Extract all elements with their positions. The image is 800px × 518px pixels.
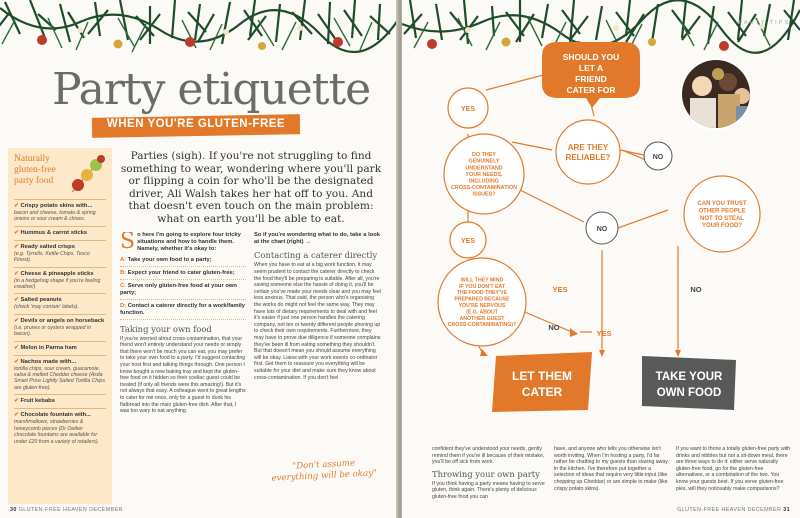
right-column-3 (676, 446, 792, 510)
pull-quote: "Don't assume everything will be okay" (271, 458, 378, 484)
sidebar-food-item (14, 341, 106, 355)
food-item-name: ✔ Crispy potato skins with... (14, 203, 106, 210)
folio-text-left: GLUTEN-FREE HEAVEN DECEMBER (18, 507, 123, 513)
question-line: (E.G. ABOUT (466, 309, 498, 316)
no-label-b: NO (690, 285, 702, 294)
food-item-name: ✔ Ready salted crisps (14, 244, 106, 251)
question-line: PREPARED BECAUSE (454, 296, 510, 303)
start-line-2: LET A (578, 63, 604, 73)
question-line: UNDERSTAND (465, 165, 503, 172)
page-number-right: 31 (783, 507, 790, 513)
rcol3-body: If you want to throw a totally gluten-free party with drinks and nibbles but not a sit-down meal, there are three ways to do it: either serve naturally gluten-free food, go for the gluten-free alternatives, or a combination of the two. You know your guests best. If you serve gluten-free pies, will they noticeably make comparisons? (676, 446, 791, 492)
left-folio (10, 507, 123, 513)
col2-body: When you have to eat at a big work function, it may seem prudent to contact the caterer directly to check the food they'll be preparing is suitable. After all, you're saving someone else the hassle of doing it, you'll be certain you've made your needs clear and you may feel less anxious. That said, the person who's organising the works do might not feel the same way. They may have lots of dietary requirements to deal with and feel it's easier if just one person handles the catering company, not ten or twenty different people phoning up to check their own requirements. Furthermore, they may have to prove due diligence if someone complains they've been ill from eating something they shouldn't. But that doesn't mean you should assume everything will be okay. Liaise with your work events co-ordinator first. Get them to reassure you everything will be suitable for your diet and make sure they know about cross-contamination. If you don't feel (254, 262, 382, 381)
option-item: A: Take your own food to a party; (120, 257, 246, 267)
no-top-label: NO (652, 154, 664, 161)
christmas-garland-left (0, 0, 398, 62)
sidebar-food-item (14, 394, 106, 408)
rcol1-top: confident they've understood your needs, gently remind them if you're ill because of their mistake, you'll be off sick from work. (432, 446, 545, 466)
yes-top-label: YES (460, 106, 476, 113)
own-line-2: OWN FOOD (656, 387, 722, 399)
question-line: CROSS-CONTAMINATION (451, 185, 517, 192)
food-item-name: ✔ Cheese & pineapple sticks (14, 271, 106, 278)
question-line: YOUR FOOD? (702, 223, 742, 230)
yes-middle-label: YES (460, 238, 476, 245)
food-item-desc: bacon and cheese, tomato & spring onions or sour cream & chives. (14, 210, 96, 223)
options-list (120, 257, 246, 320)
rcol1-heading: Throwing your own party (432, 468, 540, 479)
right-page (402, 0, 800, 518)
left-column-2 (254, 232, 382, 454)
question-line: OTHER PEOPLE (698, 208, 746, 215)
start-bubble (542, 42, 640, 108)
food-item-desc: marshmallows, strawberries & honeycomb pieces (Dr Oetker chocolate fountains are available for under £20 from a variety of retailers). (14, 419, 100, 445)
col2-heading: Contacting a caterer directly (254, 250, 378, 261)
question-line: IF YOU DON'T EAT (459, 283, 505, 290)
fruit-kebab-icon (68, 152, 108, 196)
food-item-name: ✔ Melon in Parma ham (14, 345, 106, 352)
col1-body: If you're worried about cross-contamination, that your friend won't entirely understand your needs or simply that there won't be much you can eat, you may prefer to take your own food to a party. I'd suggest contacting your host first and talking things through. One person I know bought a new baking tray and kept the gluten-free food on it hidden so their coeliac guest could be treated (if only all friends were this amazing!). But it's not always that easy. A colleague went to great lengths to cater for me once, only for a guest to dunk his flatbread into the main gluten-free dish. After that, I was too wary to eat anything. (120, 335, 246, 415)
yes-label-b: YES (596, 329, 612, 338)
question-line: ISSUES? (472, 191, 496, 198)
food-item-desc: (e.g. Tyrrells, Kettle Chips, Tesco Finest). (14, 250, 90, 264)
sidebar-food-item (14, 408, 106, 448)
sidebar-food-item (14, 226, 106, 240)
start-line-3: FRIEND (575, 74, 607, 84)
question-line: YOUR NEEDS, (465, 171, 503, 178)
food-item-name: ✔ Fruit kebabs (14, 398, 106, 405)
cater-line-1: LET THEM (512, 369, 572, 383)
option-letter: D: (120, 302, 128, 309)
no-label-a: NO (548, 323, 560, 332)
subtitle: WHEN YOU'RE GLUTEN-FREE (106, 118, 286, 130)
food-item-desc: tortilla chips, sour cream, guacamole, salsa & melted Cheddar cheese (Asda Smart Price Lightly Salted Tortilla Chips are gluten-free). (14, 365, 105, 391)
right-folio (677, 507, 790, 513)
folio-text-right: GLUTEN-FREE HEAVEN DECEMBER (677, 507, 782, 513)
col1-lead: o here I'm going to explore four tricky situations and how to handle them. Namely, whether it's okay to: (137, 232, 241, 253)
food-item-desc: (i.e. prunes or oysters wrapped in bacon). (14, 324, 91, 338)
sidebar-food-item (14, 293, 106, 313)
own-line-1: TAKE YOUR (655, 371, 723, 383)
question-line: GENUINELY (468, 158, 500, 165)
reliable-line-1: ARE THEY (567, 143, 609, 152)
page-title: Party etiquette (52, 64, 371, 115)
option-item: D: Contact a caterer directly for a work/family function. (120, 303, 246, 320)
left-column-1 (120, 232, 246, 502)
right-column-1 (432, 446, 550, 510)
question-line: INCLUDING (469, 178, 499, 185)
col2-lead: So if you're wondering what to do, take a look at the chart (right) → (254, 232, 381, 246)
start-line-4: CATER FOR (566, 85, 616, 95)
question-line: DO THEY (472, 152, 496, 159)
food-item-name: ✔ Devils or angels on horseback (14, 318, 106, 325)
sidebar-food-item (14, 355, 106, 395)
question-line: NOT TO STEAL (700, 215, 744, 222)
party-food-sidebar (8, 148, 112, 504)
right-column-2 (554, 446, 670, 510)
drop-cap: S (120, 232, 136, 254)
question-line: CROSS-CONTAMINATING)? (447, 322, 517, 329)
food-item-name: ✔ Hummus & carrot sticks (14, 230, 106, 237)
sidebar-food-item (14, 199, 106, 226)
food-item-desc: (check 'may contain' labels). (14, 304, 79, 311)
question-line: WILL THEY MIND (460, 277, 504, 284)
option-item: C: Serve only gluten-free food at your own party; (120, 283, 246, 300)
sidebar-food-item (14, 267, 106, 294)
question-line: CAN YOU TRUST (697, 201, 747, 207)
yes-label-a: YES (552, 285, 568, 294)
option-letter: A: (120, 256, 128, 263)
reliable-line-2: RELIABLE? (565, 153, 611, 162)
party-guests-photo (680, 58, 752, 130)
sidebar-heading: Naturally gluten-free party food (14, 154, 56, 186)
intro-paragraph: Parties (sigh). If you're not struggling to find something to wear, wondering where you'll park or flipping a coin for who'll be the designated driver, Ali Walsh takes her hat off to you. And that doesn't even touch on the main problem: what on earth you'll be able to eat. (120, 150, 382, 225)
section-tag: PARTY TIPS (738, 20, 790, 26)
rcol2-body: have, and anyone who tells you otherwise isn't worth inviting. When I'm hosting a party, I'd far rather be chatting to my guests than slaving away in the kitchen. I've therefore put together a selection of ideas that require very little input (like chopping up Cheddar) or are simple to make (like crispy potato skins). (554, 446, 668, 492)
left-page (0, 0, 398, 518)
flowchart (402, 0, 800, 420)
no-middle-label: NO (596, 226, 608, 233)
question-line: YOU'RE NERVOUS (458, 303, 506, 310)
food-item-name: ✔ Nachos made with... (14, 359, 106, 366)
rcol1-body: If you think having a party means having to serve gluten, think again. There's plenty of delicious gluten-free food you can (432, 480, 545, 500)
option-letter: B: (120, 269, 128, 276)
page-number-left: 30 (10, 507, 17, 513)
food-item-name: ✔ Salted peanuts (14, 297, 106, 304)
food-item-name: ✔ Chocolate fountain with... (14, 412, 106, 419)
option-item: B: Expect your friend to cater gluten-free; (120, 270, 246, 280)
option-letter: C: (120, 282, 128, 289)
trust-question (697, 201, 747, 229)
end-take-own-food (642, 356, 736, 410)
sidebar-food-item (14, 314, 106, 341)
col1-heading: Taking your own food (120, 323, 212, 334)
food-item-desc: (in a hedgehog shape if you're feeling creative!) (14, 277, 101, 291)
start-line-1: SHOULD YOU (562, 52, 620, 62)
question-line: ANOTHER GUEST (459, 315, 505, 322)
sidebar-list (14, 199, 106, 448)
sidebar-food-item (14, 240, 106, 267)
end-let-them-cater (492, 352, 592, 412)
question-line: THE FOOD THEY'VE (456, 290, 508, 297)
cater-line-2: CATER (521, 385, 563, 399)
